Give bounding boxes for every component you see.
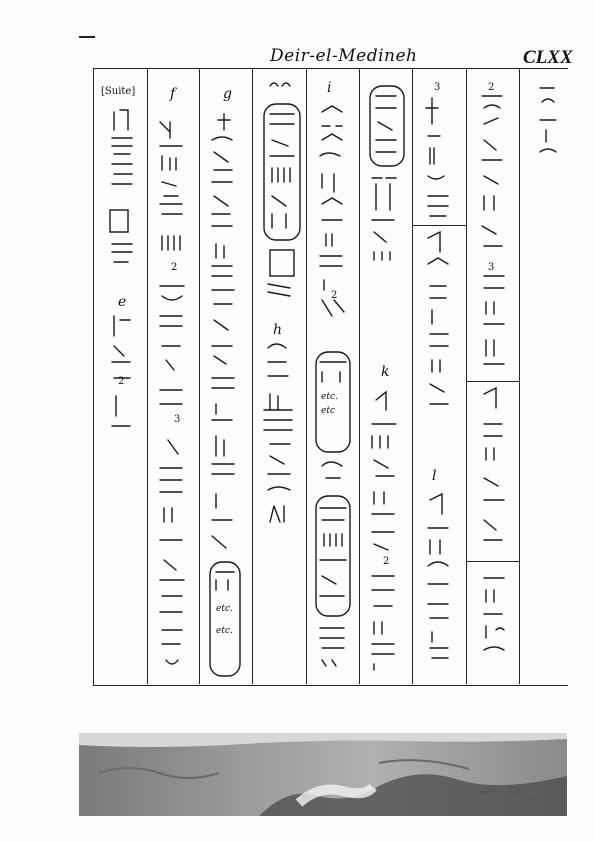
- hieroglyph-column-k: [370, 86, 404, 670]
- cartouche-etc: etc: [321, 406, 335, 416]
- column-letter-k: k: [381, 364, 390, 380]
- hieroglyph-column-i: [316, 106, 350, 666]
- hieroglyph-column-suite: [110, 110, 132, 426]
- plate-number: CLXX: [523, 47, 573, 68]
- register-number: 2: [171, 262, 178, 273]
- register-number: 2: [118, 376, 125, 387]
- hieroglyph-column-g: [210, 114, 240, 676]
- column-letter-g: g: [223, 86, 232, 102]
- register-number: 2: [383, 556, 390, 567]
- hieroglyph-column-l: [426, 98, 448, 658]
- column-letter-h: h: [273, 322, 283, 338]
- photo-fragment-icon: [79, 733, 567, 816]
- cartouche-etc: etc.: [216, 604, 233, 614]
- register-number: 3: [434, 82, 441, 93]
- section-letter-e: e: [118, 294, 127, 310]
- register-number: 2: [331, 290, 338, 301]
- register-number: 2: [488, 82, 495, 93]
- hieroglyph-column-h: [264, 83, 300, 522]
- hieroglyph-column-f: [160, 122, 184, 664]
- cartouche-etc: etc.: [216, 626, 233, 636]
- hieroglyph-column-2: [482, 96, 504, 650]
- column-letter-l: l: [432, 468, 437, 484]
- register-number: 3: [488, 262, 495, 273]
- register-number: 3: [174, 414, 181, 425]
- suite-label: [Suite]: [101, 86, 136, 97]
- column-letter-f: f: [170, 86, 176, 102]
- column-letter-i: i: [327, 80, 332, 96]
- hieroglyph-column-right: [540, 88, 556, 152]
- running-head: Deir-el-Medineh: [270, 46, 418, 66]
- cartouche-etc: etc.: [321, 392, 338, 402]
